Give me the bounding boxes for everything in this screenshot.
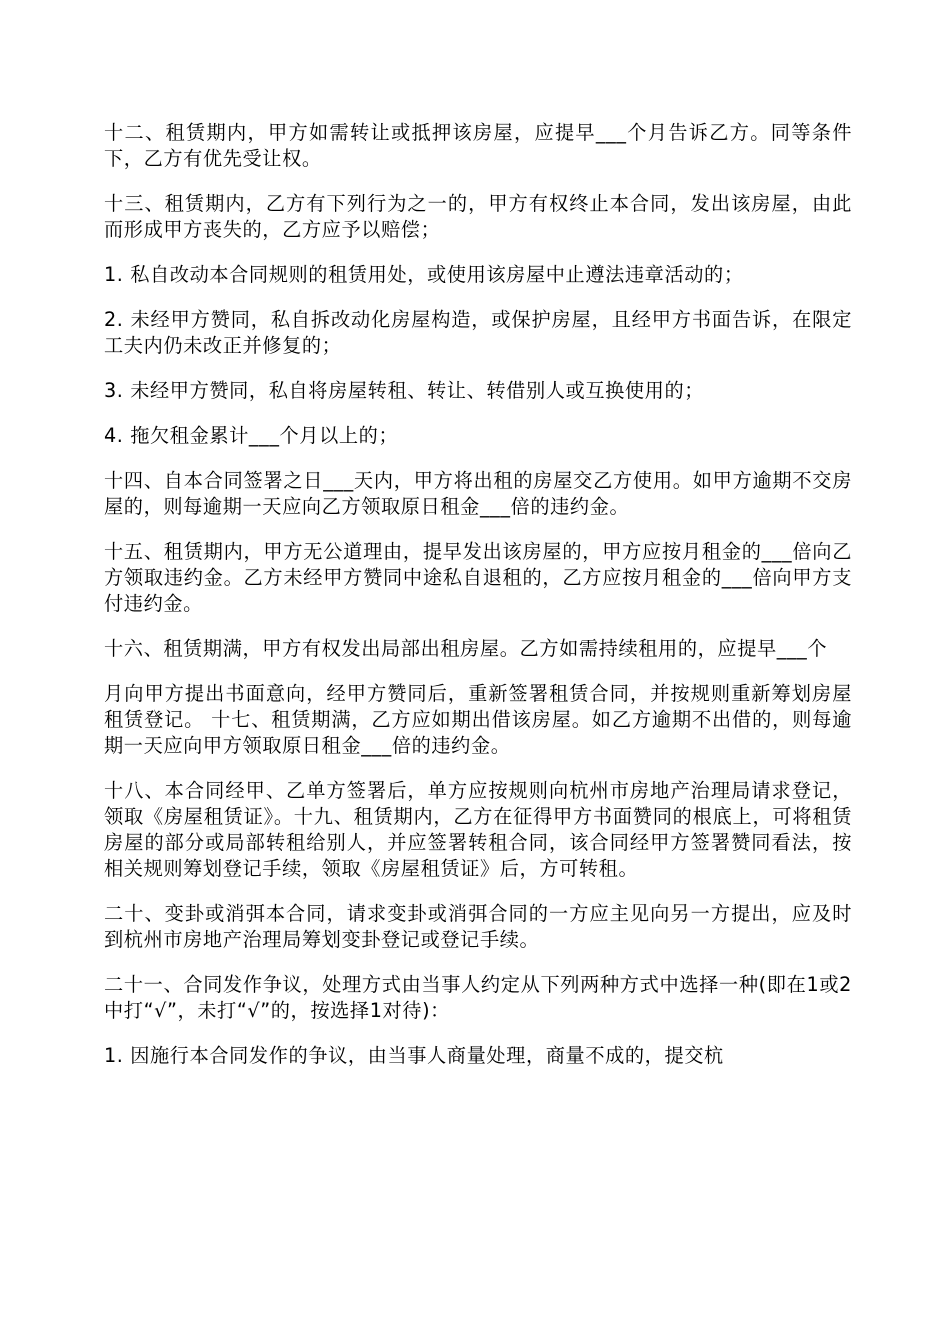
- clause-16-continued-and-17: 月向甲方提出书面意向，经甲方赞同后，重新签署租赁合同，并按规则重新筹划房屋租赁登记。 十七、租赁期满，乙方应如期出借该房屋。如乙方逾期不出借的，则每逾期一天应向甲方领取原日租金___倍的违约金。: [104, 682, 852, 757]
- clause-12: 十二、租赁期内，甲方如需转让或抵押该房屋，应提早___个月告诉乙方。同等条件下，乙方有优先受让权。: [104, 121, 852, 170]
- clause-13-item-1: 1. 私自改动本合同规则的租赁用处，或使用该房屋中止遵法违章活动的；: [104, 263, 744, 286]
- clause-16: 十六、租赁期满，甲方有权发出局部出租房屋。乙方如需持续租用的，应提早___个: [104, 637, 828, 660]
- clause-13-item-2: 2. 未经甲方赞同，私自拆改动化房屋构造，或保护房屋，且经甲方书面告诉，在限定工夫内仍未改正并修复的；: [104, 308, 852, 357]
- clause-15: 十五、租赁期内，甲方无公道理由，提早发出该房屋的，甲方应按月租金的___倍向乙方领取违约金。乙方未经甲方赞同中途私自退租的，乙方应按月租金的___倍向甲方支付违约金。: [104, 540, 852, 615]
- clause-13-item-3: 3. 未经甲方赞同，私自将房屋转租、转让、转借别人或互换使用的；: [104, 379, 705, 402]
- clause-14: 十四、自本合同签署之日___天内，甲方将出租的房屋交乙方使用。如甲方逾期不交房屋的，则每逾期一天应向乙方领取原日租金___倍的违约金。: [104, 469, 852, 518]
- clause-20: 二十、变卦或消弭本合同，请求变卦或消弭合同的一方应主见向另一方提出，应及时到杭州市房地产治理局筹划变卦登记或登记手续。: [104, 902, 852, 951]
- clause-13-item-4: 4. 拖欠租金累计___个月以上的；: [104, 424, 399, 447]
- clause-21: 二十一、合同发作争议，处理方式由当事人约定从下列两种方式中选择一种(即在1或2中打“√”，未打“√”的，按选择1对待)：: [104, 973, 852, 1022]
- document-page: [104, 120, 852, 1088]
- clause-13: 十三、租赁期内，乙方有下列行为之一的，甲方有权终止本合同，发出该房屋，由此而形成甲方丧失的，乙方应予以赔偿；: [104, 192, 852, 241]
- clause-21-item-1: 1. 因施行本合同发作的争议，由当事人商量处理，商量不成的，提交杭: [104, 1044, 724, 1067]
- clause-18-and-19: 十八、本合同经甲、乙单方签署后，单方应按规则向杭州市房地产治理局请求登记，领取《房屋租赁证》。十九、租赁期内，乙方在征得甲方书面赞同的根底上，可将租赁房屋的部分或局部转租给别人，并应签署转租合同，该合同经甲方签署赞同看法，按相关规则筹划登记手续，领取《房屋租赁证》后，方可转租。: [104, 779, 852, 880]
